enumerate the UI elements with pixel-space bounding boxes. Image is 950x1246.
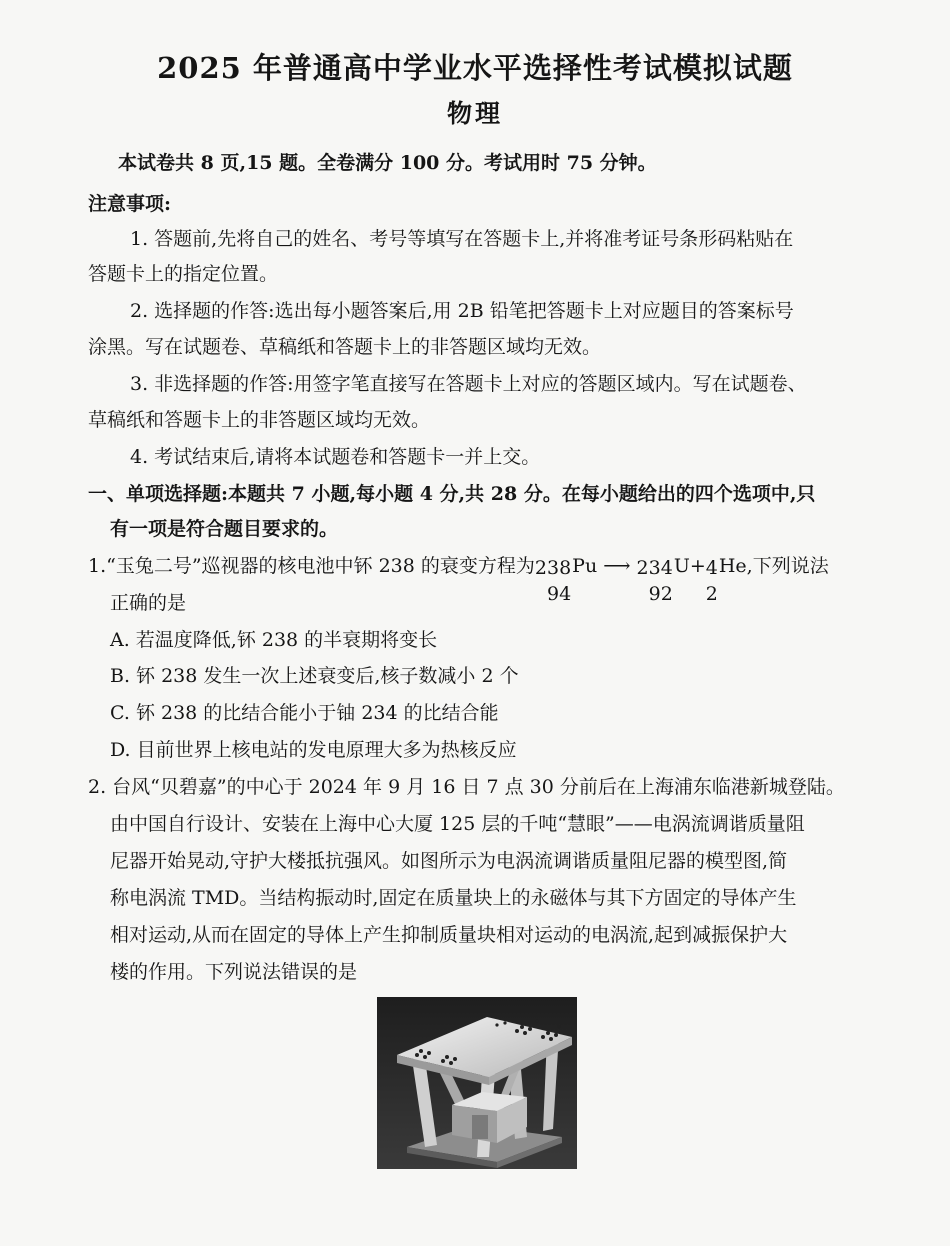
note-3-line-1: 3. 非选择题的作答:用签字笔直接写在答题卡上对应的答题区域内。写在试题卷、: [130, 373, 807, 395]
tmd-model-photo: [377, 997, 577, 1169]
he-nuclide-numbers: [706, 555, 718, 607]
tmd-model-icon: [377, 997, 577, 1169]
note-3-line-2: 草稿纸和答题卡上的非答题区域均无效。: [88, 409, 431, 431]
reaction-arrow: ⟶: [603, 555, 631, 577]
u-atomic-number: 92: [648, 583, 673, 605]
question-1-stem-text: 1.“玉兔二号”巡视器的核电池中钚 238 的衰变方程为: [88, 555, 535, 577]
pu-atomic-number: 94: [546, 583, 572, 605]
section-1-heading-line-1: 一、单项选择题:本题共 7 小题,每小题 4 分,共 28 分。在每小题给出的四个选项中,只: [88, 483, 816, 505]
question-2-line-4: 称电涡流 TMD。当结构振动时,固定在质量块上的永磁体与其下方固定的导体产生: [110, 887, 797, 909]
u-nuclide-numbers: [637, 555, 673, 607]
question-2-line-5: 相对运动,从而在固定的导体上产生抑制质量块相对运动的电涡流,起到减振保护大: [110, 924, 788, 946]
question-2-line-2: 由中国自行设计、安装在上海中心大厦 125 层的千吨“慧眼”——电涡流调谐质量阻: [110, 813, 805, 835]
note-2-line-2: 涂黑。写在试题卷、草稿纸和答题卡上的非答题区域均无效。: [88, 336, 602, 358]
exam-title: 2025 年普通高中学业水平选择性考试模拟试题: [157, 51, 793, 85]
pu-mass-number: 238: [534, 557, 572, 579]
note-1-line-2: 答题卡上的指定位置。: [88, 263, 279, 285]
he-symbol: He: [718, 555, 747, 577]
u-symbol: U: [673, 555, 690, 577]
question-1-stem-line-2: 正确的是: [110, 592, 187, 614]
he-atomic-number: 2: [705, 583, 718, 605]
question-1-option-a: A. 若温度降低,钚 238 的半衰期将变长: [110, 629, 438, 651]
u-mass-number: 234: [636, 557, 673, 579]
exam-intro: 本试卷共 8 页,15 题。全卷满分 100 分。考试用时 75 分钟。: [118, 152, 657, 174]
notes-heading: 注意事项:: [88, 193, 172, 215]
he-mass-number: 4: [705, 557, 718, 579]
question-2-line-3: 尼器开始晃动,守护大楼抵抗强风。如图所示为电涡流调谐质量阻尼器的模型图,简: [110, 850, 788, 872]
note-2-line-1: 2. 选择题的作答:选出每小题答案后,用 2B 铅笔把答题卡上对应题目的答案标号: [130, 300, 794, 322]
question-1-option-c: C. 钚 238 的比结合能小于铀 234 的比结合能: [110, 702, 499, 724]
question-2-line-1: 2. 台风“贝碧嘉”的中心于 2024 年 9 月 16 日 7 点 30 分前后在上海浦东临港新城登陆。: [88, 776, 845, 798]
question-1-stem-tail: ,下列说法: [746, 555, 829, 577]
question-2-line-6: 楼的作用。下列说法错误的是: [110, 961, 358, 983]
pu-symbol: Pu: [572, 555, 598, 577]
question-1-option-b: B. 钚 238 发生一次上述衰变后,核子数减小 2 个: [110, 665, 519, 687]
exam-subject: 物理: [446, 99, 503, 128]
note-1-line-1: 1. 答题前,先将自己的姓名、考号等填写在答题卡上,并将准考证号条形码粘贴在: [130, 228, 794, 250]
pu-nuclide-numbers: [535, 555, 571, 607]
note-4: 4. 考试结束后,请将本试题卷和答题卡一并上交。: [130, 446, 541, 468]
plus-sign: +: [689, 555, 706, 577]
question-1-stem: [88, 553, 829, 607]
section-1-heading-line-2: 有一项是符合题目要求的。: [110, 518, 339, 540]
question-1-option-d: D. 目前世界上核电站的发电原理大多为热核反应: [110, 739, 517, 761]
